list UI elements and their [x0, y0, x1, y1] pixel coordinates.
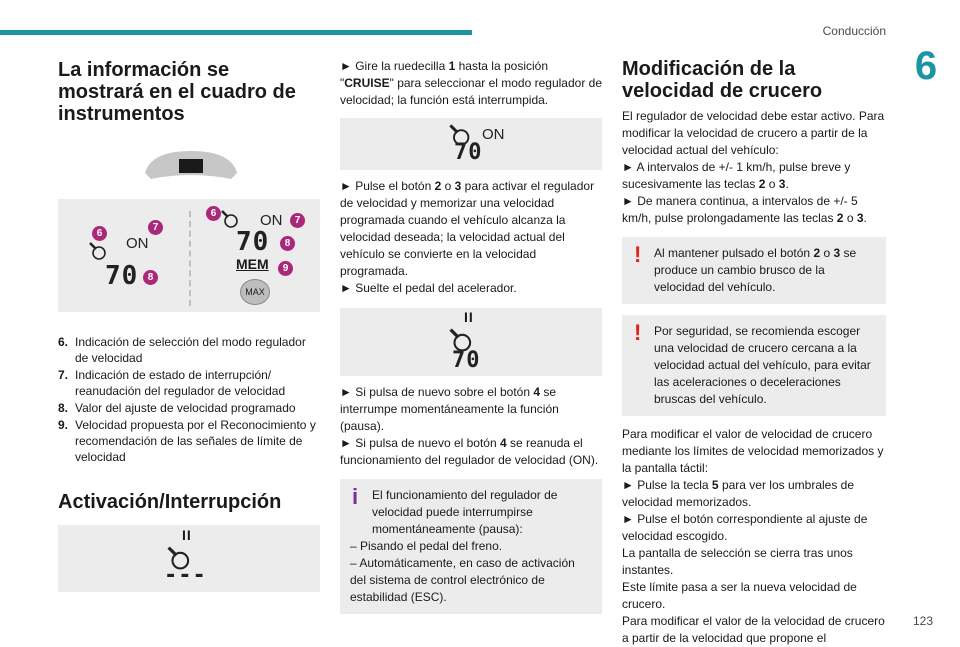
set-speed-value: 70: [454, 140, 483, 165]
mem-label: MEM: [236, 256, 269, 272]
callout-8: 8: [143, 270, 158, 285]
cruise-display-figure: [58, 199, 320, 312]
warning-note: ! Por seguridad, se recomienda escoger una velocidad de crucero cercana a la velocidad actual del vehículo, para evitar las aceleraciones o deceleraciones bruscas del vehículo.: [622, 315, 886, 416]
list-item: 7. Indicación de estado de interrupción/ reanudación del regulador de velocidad: [58, 368, 286, 398]
paragraph: ► Pulse la tecla 5 para ver los umbrales de velocidad memorizados.: [622, 478, 855, 509]
paragraph: ► Pulse el botón correspondiente al ajuste de velocidad escogido.: [622, 512, 868, 543]
header-accent-bar: [0, 30, 472, 35]
on-label: ON: [482, 126, 505, 143]
paragraph: ► De manera continua, a intervalos de +/- 5 km/h, pulse prolongadamente las teclas 2 o 3.: [622, 194, 867, 225]
paused-speed-figure: [340, 308, 602, 376]
paragraph: ► A intervalos de +/- 1 km/h, pulse breve y sucesivamente las teclas 2 o 3.: [622, 160, 851, 191]
callout-9: 9: [278, 261, 293, 276]
column-left: [58, 50, 320, 592]
warning-note: ! Al mantener pulsado el botón 2 o 3 se produce un cambio brusco de la velocidad del vehículo.: [622, 237, 886, 304]
speedometer-icon: [220, 209, 240, 229]
warning-icon: !: [634, 320, 642, 345]
callout-6: 6: [92, 226, 107, 241]
legend-list: [58, 334, 320, 465]
chapter-title: Conducción: [822, 24, 886, 38]
info-note: i El funcionamiento del regulador de velocidad puede interrumpirse momentáneamente (pausa): – Pisando el pedal del freno. – Automáticamente, en caso de activación del sistema de control electrónico de estabilidad (ESC).: [340, 479, 602, 614]
paragraph: Este límite pasa a ser la nueva velocidad de crucero.: [622, 580, 857, 611]
set-speed-value: 70: [452, 348, 481, 373]
column-right: [622, 50, 886, 647]
pause-icon: II: [464, 309, 474, 325]
section-heading-activation: Activación/Interrupción: [58, 491, 282, 513]
paragraph: La pantalla de selección se cierra tras unos instantes.: [622, 546, 853, 577]
callout-7: 7: [148, 220, 163, 235]
dashboard-icon: [141, 147, 241, 185]
speedometer-icon: [88, 241, 108, 261]
callout-6: 6: [206, 206, 221, 221]
column-middle: [340, 50, 602, 614]
paragraph: El regulador de velocidad debe estar activo. Para modificar la velocidad de crucero a partir de la velocidad actual del vehículo:: [622, 109, 885, 157]
chapter-number: 6: [914, 44, 938, 88]
info-icon: i: [352, 484, 359, 509]
paragraph: ► Suelte el pedal del acelerador.: [340, 281, 517, 295]
on-display-figure: [340, 118, 602, 170]
on-label: ON: [260, 212, 283, 229]
list-item: 9. Velocidad propuesta por el Reconocimiento y recomendación de las señales de límite de velocidad: [58, 418, 316, 464]
paragraph: ► Pulse el botón 2 o 3 para activar el regulador de velocidad y memorizar una velocidad programada cuando el vehículo alcanza la velocidad deseada; la velocidad actual del vehículo se convierte en la velocidad programada.: [340, 179, 595, 278]
on-label: ON: [126, 235, 149, 252]
max-icon: MAX: [240, 279, 270, 305]
instrument-panel-icon: [58, 139, 320, 191]
page-number: 123: [913, 614, 934, 628]
list-item: 6. Indicación de selección del modo regulador de velocidad: [58, 335, 306, 365]
pause-icon: II: [182, 527, 192, 543]
list-item: 8. Valor del ajuste de velocidad programado: [58, 401, 296, 415]
set-speed-value: 70: [236, 227, 270, 257]
paragraph: ► Si pulsa de nuevo el botón 4 se reanuda el funcionamiento del regulador de velocidad (ON).: [340, 436, 599, 467]
callout-8: 8: [280, 236, 295, 251]
warning-icon: !: [634, 242, 642, 267]
section-heading-display: La información se mostrará en el cuadro de instrumentos: [58, 59, 296, 125]
set-speed-value: 70: [105, 261, 139, 291]
paragraph: Para modificar el valor de la velocidad de crucero a partir de la velocidad que propone el: [622, 614, 885, 645]
divider: [189, 211, 191, 306]
callout-7: 7: [290, 213, 305, 228]
section-heading-modify: Modificación de la velocidad de crucero: [622, 58, 823, 102]
paragraph: Para modificar el valor de velocidad de crucero mediante los límites de velocidad memorizados y la pantalla táctil:: [622, 427, 884, 475]
pause-display-figure: [58, 525, 320, 592]
speed-dashes: ---: [164, 563, 207, 588]
paragraph: ► Gire la ruedecilla 1 hasta la posición "CRUISE" para seleccionar el modo regulador de velocidad; la función está interrumpida.: [340, 59, 602, 107]
paragraph: ► Si pulsa de nuevo sobre el botón 4 se interrumpe momentáneamente la función (pausa).: [340, 385, 559, 433]
